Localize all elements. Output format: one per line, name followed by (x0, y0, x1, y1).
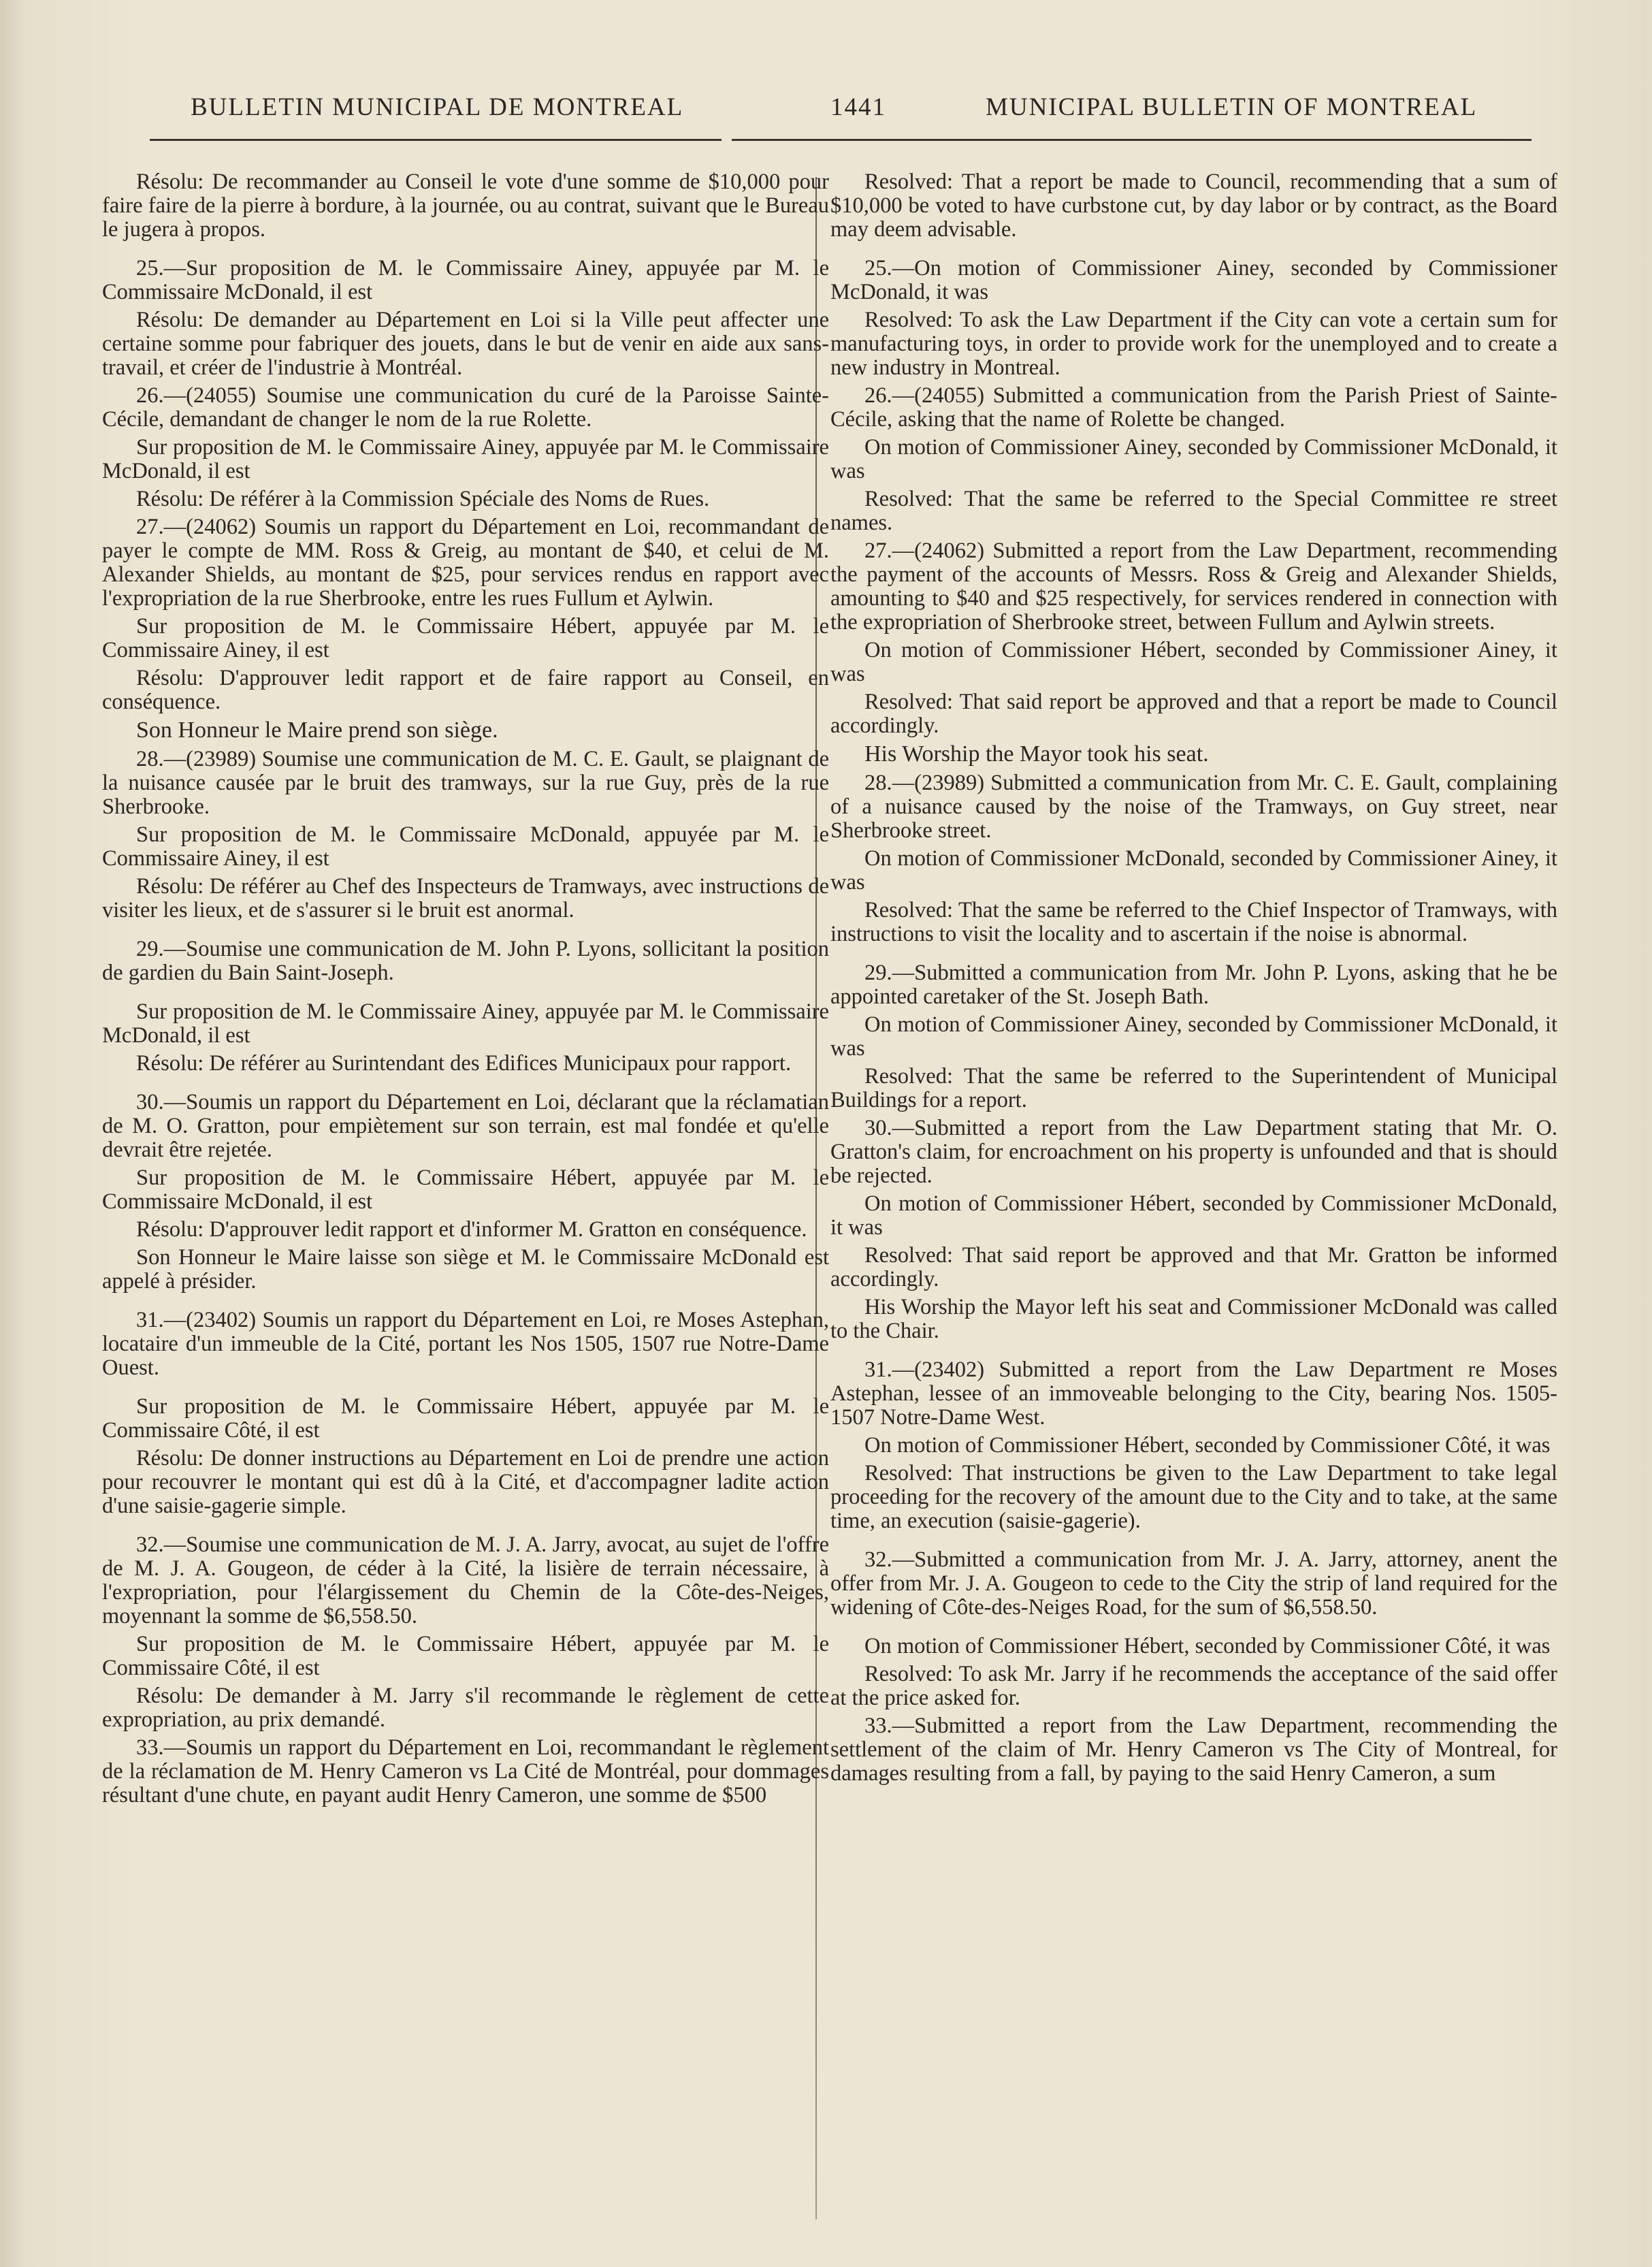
en-paragraph: Resolved: That the same be referred to the Superintendent of Municipal Buildings for a report. (830, 1064, 1557, 1112)
fr-paragraph: Résolu: De référer à la Commission Spéciale des Noms de Rues. (136, 487, 710, 511)
page-number: 1441 (830, 93, 886, 121)
fr-paragraph: Résolu: De référer au Surintendant des Edifices Municipaux pour rapport. (136, 1051, 792, 1076)
en-paragraph: Resolved: To ask Mr. Jarry if he recommends the acceptance of the said offer at the price asked for. (830, 1662, 1557, 1710)
en-paragraph: Resolved: That the same be referred to the Special Committee re street names. (830, 487, 1557, 535)
fr-paragraph: Sur proposition de M. le Commissaire Hébert, appuyée par M. le Commissaire Côté, il est (102, 1394, 829, 1443)
fr-paragraph: Son Honneur le Maire laisse son siège et M. le Commissaire McDonald est appelé à présider. (102, 1245, 829, 1293)
fr-paragraph: Sur proposition de M. le Commissaire Hébert, appuyée par M. le Commissaire Ainey, il est (102, 614, 829, 662)
en-paragraph: Resolved: That said report be approved and that a report be made to Council accordingly. (830, 690, 1557, 738)
fr-paragraph: 32.—Soumise une communication de M. J. A. Jarry, avocat, au sujet de l'offre de M. J. A. Gougeon, de céder à la Cité, la lisière de terrain nécessaire, à l'expropriation, pour l'élargissement du Chemin de la Côte-des-Neiges, moyennant la somme de $6,558.50. (102, 1532, 829, 1628)
en-paragraph: On motion of Commissioner Ainey, seconded by Commissioner McDonald, it was (830, 435, 1557, 483)
en-paragraph: On motion of Commissioner Hébert, seconded by Commissioner Côté, it was (864, 1433, 1551, 1458)
fr-paragraph: 25.—Sur proposition de M. le Commissaire Ainey, appuyée par M. le Commissaire McDonald, il est (102, 256, 829, 304)
en-paragraph: 29.—Submitted a communication from Mr. John P. Lyons, asking that he be appointed caretaker of the St. Joseph Bath. (830, 961, 1557, 1009)
english-column (830, 170, 1557, 1790)
header-english-title: MUNICIPAL BULLETIN OF MONTREAL (986, 93, 1478, 121)
fr-paragraph: Résolu: De donner instructions au Département en Loi de prendre une action pour recouvrer le montant qui est dû à la Cité, et d'accompagner ladite action d'une saisie-gagerie simple. (102, 1446, 829, 1518)
fr-paragraph: 29.—Soumise une communication de M. John P. Lyons, sollicitant la position de gardien du Bain Saint-Joseph. (102, 937, 829, 985)
en-paragraph: 33.—Submitted a report from the Law Department, recommending the settlement of the claim of Mr. Henry Cameron vs The City of Montreal, for damages resulting from a fall, by paying to the said Henry Cameron, a sum (830, 1714, 1557, 1786)
en-paragraph: Resolved: That a report be made to Council, recommending that a sum of $10,000 be voted to have curbstone cut, by day labor or by contract, as the Board may deem advisable. (830, 170, 1557, 242)
fr-paragraph: Résolu: D'approuver ledit rapport et d'informer M. Gratton en conséquence. (136, 1217, 807, 1242)
fr-paragraph: 27.—(24062) Soumis un rapport du Département en Loi, recommandant de payer le compte de MM. Ross & Greig, au montant de $40, et celui de M. Alexander Shields, au montant de $25, pour services rendus en rapport avec l'expropriation de la rue Sherbrooke, entre les rues Fullum et Aylwin. (102, 515, 829, 611)
en-paragraph: On motion of Commissioner Hébert, seconded by Commissioner Côté, it was (864, 1634, 1551, 1658)
french-column (102, 170, 829, 1812)
fr-paragraph: Sur proposition de M. le Commissaire McDonald, appuyée par M. le Commissaire Ainey, il est (102, 822, 829, 871)
fr-paragraph: 33.—Soumis un rapport du Département en Loi, recommandant le règlement de la réclamation de M. Henry Cameron vs La Cité de Montréal, pour dommages résultant d'une chute, en payant audit Henry Cameron, une somme de $500 (102, 1735, 829, 1807)
fr-paragraph: Résolu: De référer au Chef des Inspecteurs de Tramways, avec instructions de visiter les lieux, et de s'assurer si le bruit est anormal. (102, 874, 829, 922)
en-paragraph: On motion of Commissioner McDonald, seconded by Commissioner Ainey, it was (830, 846, 1557, 895)
en-paragraph: His Worship the Mayor took his seat. (864, 741, 1209, 767)
en-paragraph: On motion of Commissioner Ainey, seconded by Commissioner McDonald, it was (830, 1012, 1557, 1061)
en-paragraph: On motion of Commissioner Hébert, seconded by Commissioner McDonald, it was (830, 1191, 1557, 1240)
fr-paragraph: 31.—(23402) Soumis un rapport du Département en Loi, re Moses Astephan, locataire d'un immeuble de la Cité, portant les Nos 1505, 1507 rue Notre-Dame Ouest. (102, 1308, 829, 1380)
en-paragraph: 27.—(24062) Submitted a report from the Law Department, recommending the payment of the accounts of Messrs. Ross & Greig and Alexander Shields, amounting to $40 and $25 respectively, for services rendered in connection with the expropriation of Sherbrooke street, between Fullum and Aylwin streets. (830, 538, 1557, 634)
en-paragraph: 26.—(24055) Submitted a communication from the Parish Priest of Sainte-Cécile, asking that the name of Rolette be changed. (830, 383, 1557, 432)
fr-paragraph: Sur proposition de M. le Commissaire Ainey, appuyée par M. le Commissaire McDonald, il est (102, 435, 829, 483)
fr-paragraph: 26.—(24055) Soumise une communication du curé de la Paroisse Sainte-Cécile, demandant de changer le nom de la rue Rolette. (102, 383, 829, 432)
header-rule-right (732, 139, 1532, 141)
fr-paragraph: Résolu: De recommander au Conseil le vote d'une somme de $10,000 pour faire faire de la pierre à bordure, à la journée, ou au contrat, suivant que le Bureau le jugera à propos. (102, 170, 829, 242)
header-rule-left (150, 139, 722, 141)
fr-paragraph: Résolu: De demander au Département en Loi si la Ville peut affecter une certaine somme pour fabriquer des jouets, dans le but de venir en aide aux sans-travail, et créer de l'industrie à Montréal. (102, 308, 829, 380)
en-paragraph: Resolved: To ask the Law Department if the City can vote a certain sum for manufacturing toys, in order to provide work for the unemployed and to create a new industry in Montreal. (830, 308, 1557, 380)
en-paragraph: Resolved: That said report be approved and that Mr. Gratton be informed accordingly. (830, 1243, 1557, 1291)
en-paragraph: On motion of Commissioner Hébert, seconded by Commissioner Ainey, it was (830, 638, 1557, 686)
fr-paragraph: Sur proposition de M. le Commissaire Hébert, appuyée par M. le Commissaire Côté, il est (102, 1632, 829, 1680)
fr-paragraph: 30.—Soumis un rapport du Département en Loi, déclarant que la réclamatian de M. O. Gratton, pour empiètement sur son terrain, est mal fondée et qu'elle devrait être rejetée. (102, 1090, 829, 1162)
en-paragraph: Resolved: That instructions be given to the Law Department to take legal proceeding for the recovery of the amount due to the City and to take, at the same time, an execution (saisie-gagerie). (830, 1461, 1557, 1533)
en-paragraph: Resolved: That the same be referred to the Chief Inspector of Tramways, with instructions to visit the locality and to ascertain if the noise is abnormal. (830, 898, 1557, 946)
en-paragraph: His Worship the Mayor left his seat and Commissioner McDonald was called to the Chair. (830, 1295, 1557, 1343)
en-paragraph: 32.—Submitted a communication from Mr. J. A. Jarry, attorney, anent the offer from Mr. J. A. Gougeon to cede to the City the strip of land required for the widening of Côte-des-Neiges Road, for the sum of $6,558.50. (830, 1547, 1557, 1620)
fr-paragraph: Résolu: De demander à M. Jarry s'il recommande le règlement de cette expropriation, au prix demandé. (102, 1684, 829, 1732)
en-paragraph: 30.—Submitted a report from the Law Department stating that Mr. O. Gratton's claim, for encroachment on his property is unfounded and that is should be rejected. (830, 1116, 1557, 1188)
en-paragraph: 25.—On motion of Commissioner Ainey, seconded by Commissioner McDonald, it was (830, 256, 1557, 304)
en-paragraph: 28.—(23989) Submitted a communication from Mr. C. E. Gault, complaining of a nuisance caused by the noise of the Tramways, on Guy street, near Sherbrooke street. (830, 771, 1557, 843)
fr-paragraph: Sur proposition de M. le Commissaire Ainey, appuyée par M. le Commissaire McDonald, il est (102, 999, 829, 1048)
fr-paragraph: 28.—(23989) Soumise une communication de M. C. E. Gault, se plaignant de la nuisance causée par le bruit des tramways, sur la rue Guy, près de la rue Sherbrooke. (102, 747, 829, 819)
fr-paragraph: Son Honneur le Maire prend son siège. (136, 718, 498, 743)
header-french-title: BULLETIN MUNICIPAL DE MONTREAL (191, 93, 684, 121)
en-paragraph: 31.—(23402) Submitted a report from the Law Department re Moses Astephan, lessee of an immoveable belonging to the City, bearing Nos. 1505-1507 Notre-Dame West. (830, 1357, 1557, 1430)
fr-paragraph: Résolu: D'approuver ledit rapport et de faire rapport au Conseil, en conséquence. (102, 666, 829, 714)
fr-paragraph: Sur proposition de M. le Commissaire Hébert, appuyée par M. le Commissaire McDonald, il est (102, 1165, 829, 1214)
